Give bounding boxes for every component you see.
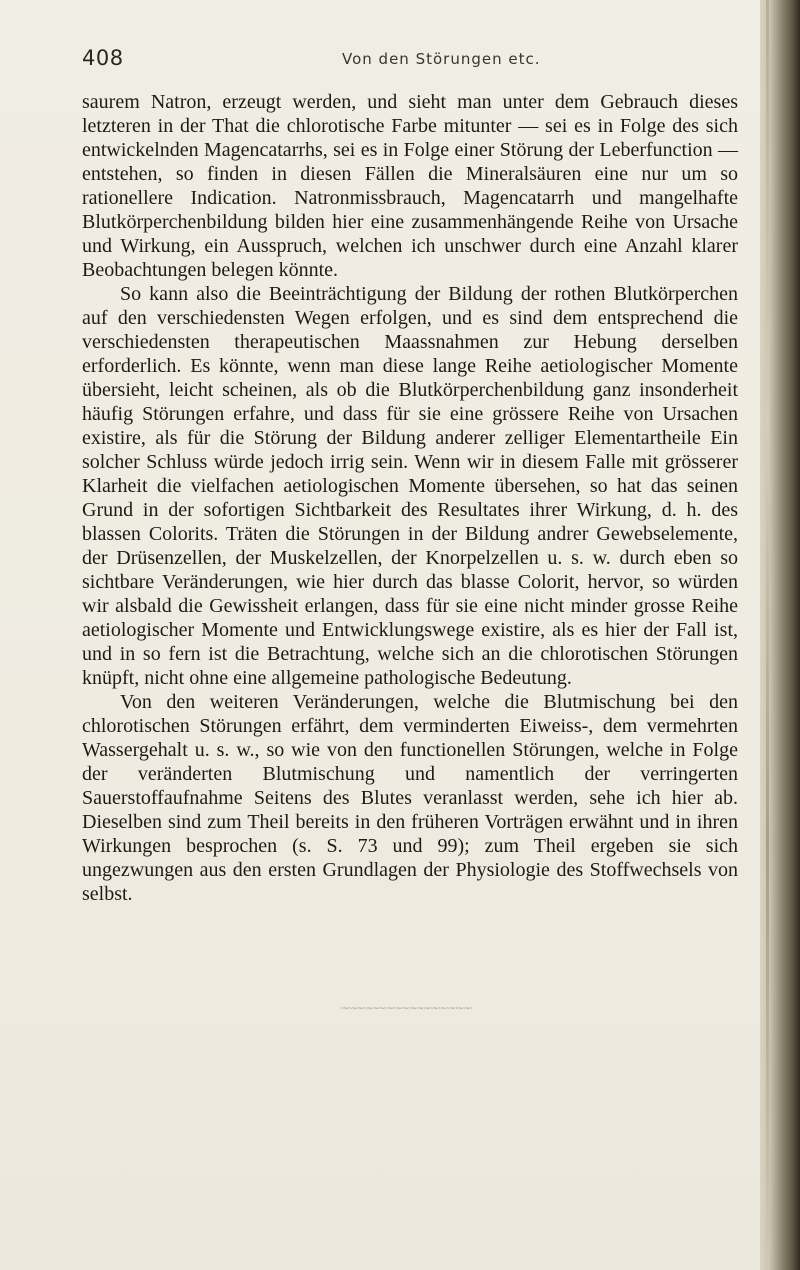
end-ornament: ·~·~~·~~~·~·~~·~~~·~·~·~·~~· <box>340 1004 472 1014</box>
book-spine-edge <box>760 0 800 1270</box>
body-text <box>82 90 738 906</box>
page-header <box>82 46 722 74</box>
page-edge-shadow <box>766 0 769 1270</box>
running-head: Von den Störungen etc. <box>342 50 541 68</box>
page-number: 408 <box>82 46 124 70</box>
paragraph-1: saurem Natron, erzeugt werden, und sieht man unter dem Gebrauch dieses letzteren in der That die chlorotische Farbe mitunter — sei es in Folge des sich entwickelnden Magencatarrhs, sei es in Folge einer Störung der Leberfunction — entstehen, so finden in diesen Fällen die Mineralsäuren eine nur um so rationellere Indication. Natronmissbrauch, Magencatarrh und mangelhafte Blutkörperchenbildung bilden hier eine zusammenhängende Reihe von Ursache und Wirkung, ein Ausspruch, welchen ich unschwer durch eine Anzahl klarer Beobachtungen belegen könnte. <box>82 91 738 281</box>
paragraph-3: Von den weiteren Veränderungen, welche die Blutmischung bei den chlorotischen Störungen erfährt, dem verminderten Eiweiss-, dem vermehrten Wassergehalt u. s. w., so wie von den functionellen Störungen, welche in Folge der veränderten Blutmischung und namentlich der verringerten Sauerstoffaufnahme Seitens des Blutes veranlasst werden, sehe ich hier ab. Dieselben sind zum Theil bereits in den früheren Vorträgen erwähnt und in ihren Wirkungen besprochen (s. S. 73 und 99); zum Theil ergeben sie sich ungezwungen aus den ersten Grundlagen der Physiologie des Stoffwechsels von selbst. <box>82 691 738 905</box>
paragraph-2: So kann also die Beeinträchtigung der Bildung der rothen Blutkörperchen auf den verschiedensten Wegen erfolgen, und es sind dem entsprechend die verschiedensten therapeutischen Maassnahmen zur Hebung derselben erforderlich. Es könnte, wenn man diese lange Reihe aetiologischer Momente übersieht, leicht scheinen, als ob die Blutkörperchenbildung ganz insonderheit häufig Störungen erfahre, und dass für sie eine grössere Reihe von Ursachen existire, als für die Störung der Bildung anderer zelliger Elementartheile Ein solcher Schluss würde jedoch irrig sein. Wenn wir in diesem Falle mit grösserer Klarheit die vielfachen aetiologischen Momente übersehen, so hat das seinen Grund in der sofortigen Sichtbarkeit des Resultates ihrer Wirkung, d. h. des blassen Colorits. Träten die Störungen in der Bildung andrer Gewebselemente, der Drüsenzellen, der Muskelzellen, der Knorpelzellen u. s. w. durch eben so sichtbare Veränderungen, wie hier durch das blasse Colorit, hervor, so würden wir alsbald die Gewissheit erlangen, dass für sie eine nicht minder grosse Reihe aetiologischer Momente und Entwicklungswege existire, als es hier der Fall ist, und in so fern ist die Betrachtung, welche sich an die chlorotischen Störungen knüpft, nicht ohne eine allgemeine pathologische Bedeutung. <box>82 283 738 689</box>
